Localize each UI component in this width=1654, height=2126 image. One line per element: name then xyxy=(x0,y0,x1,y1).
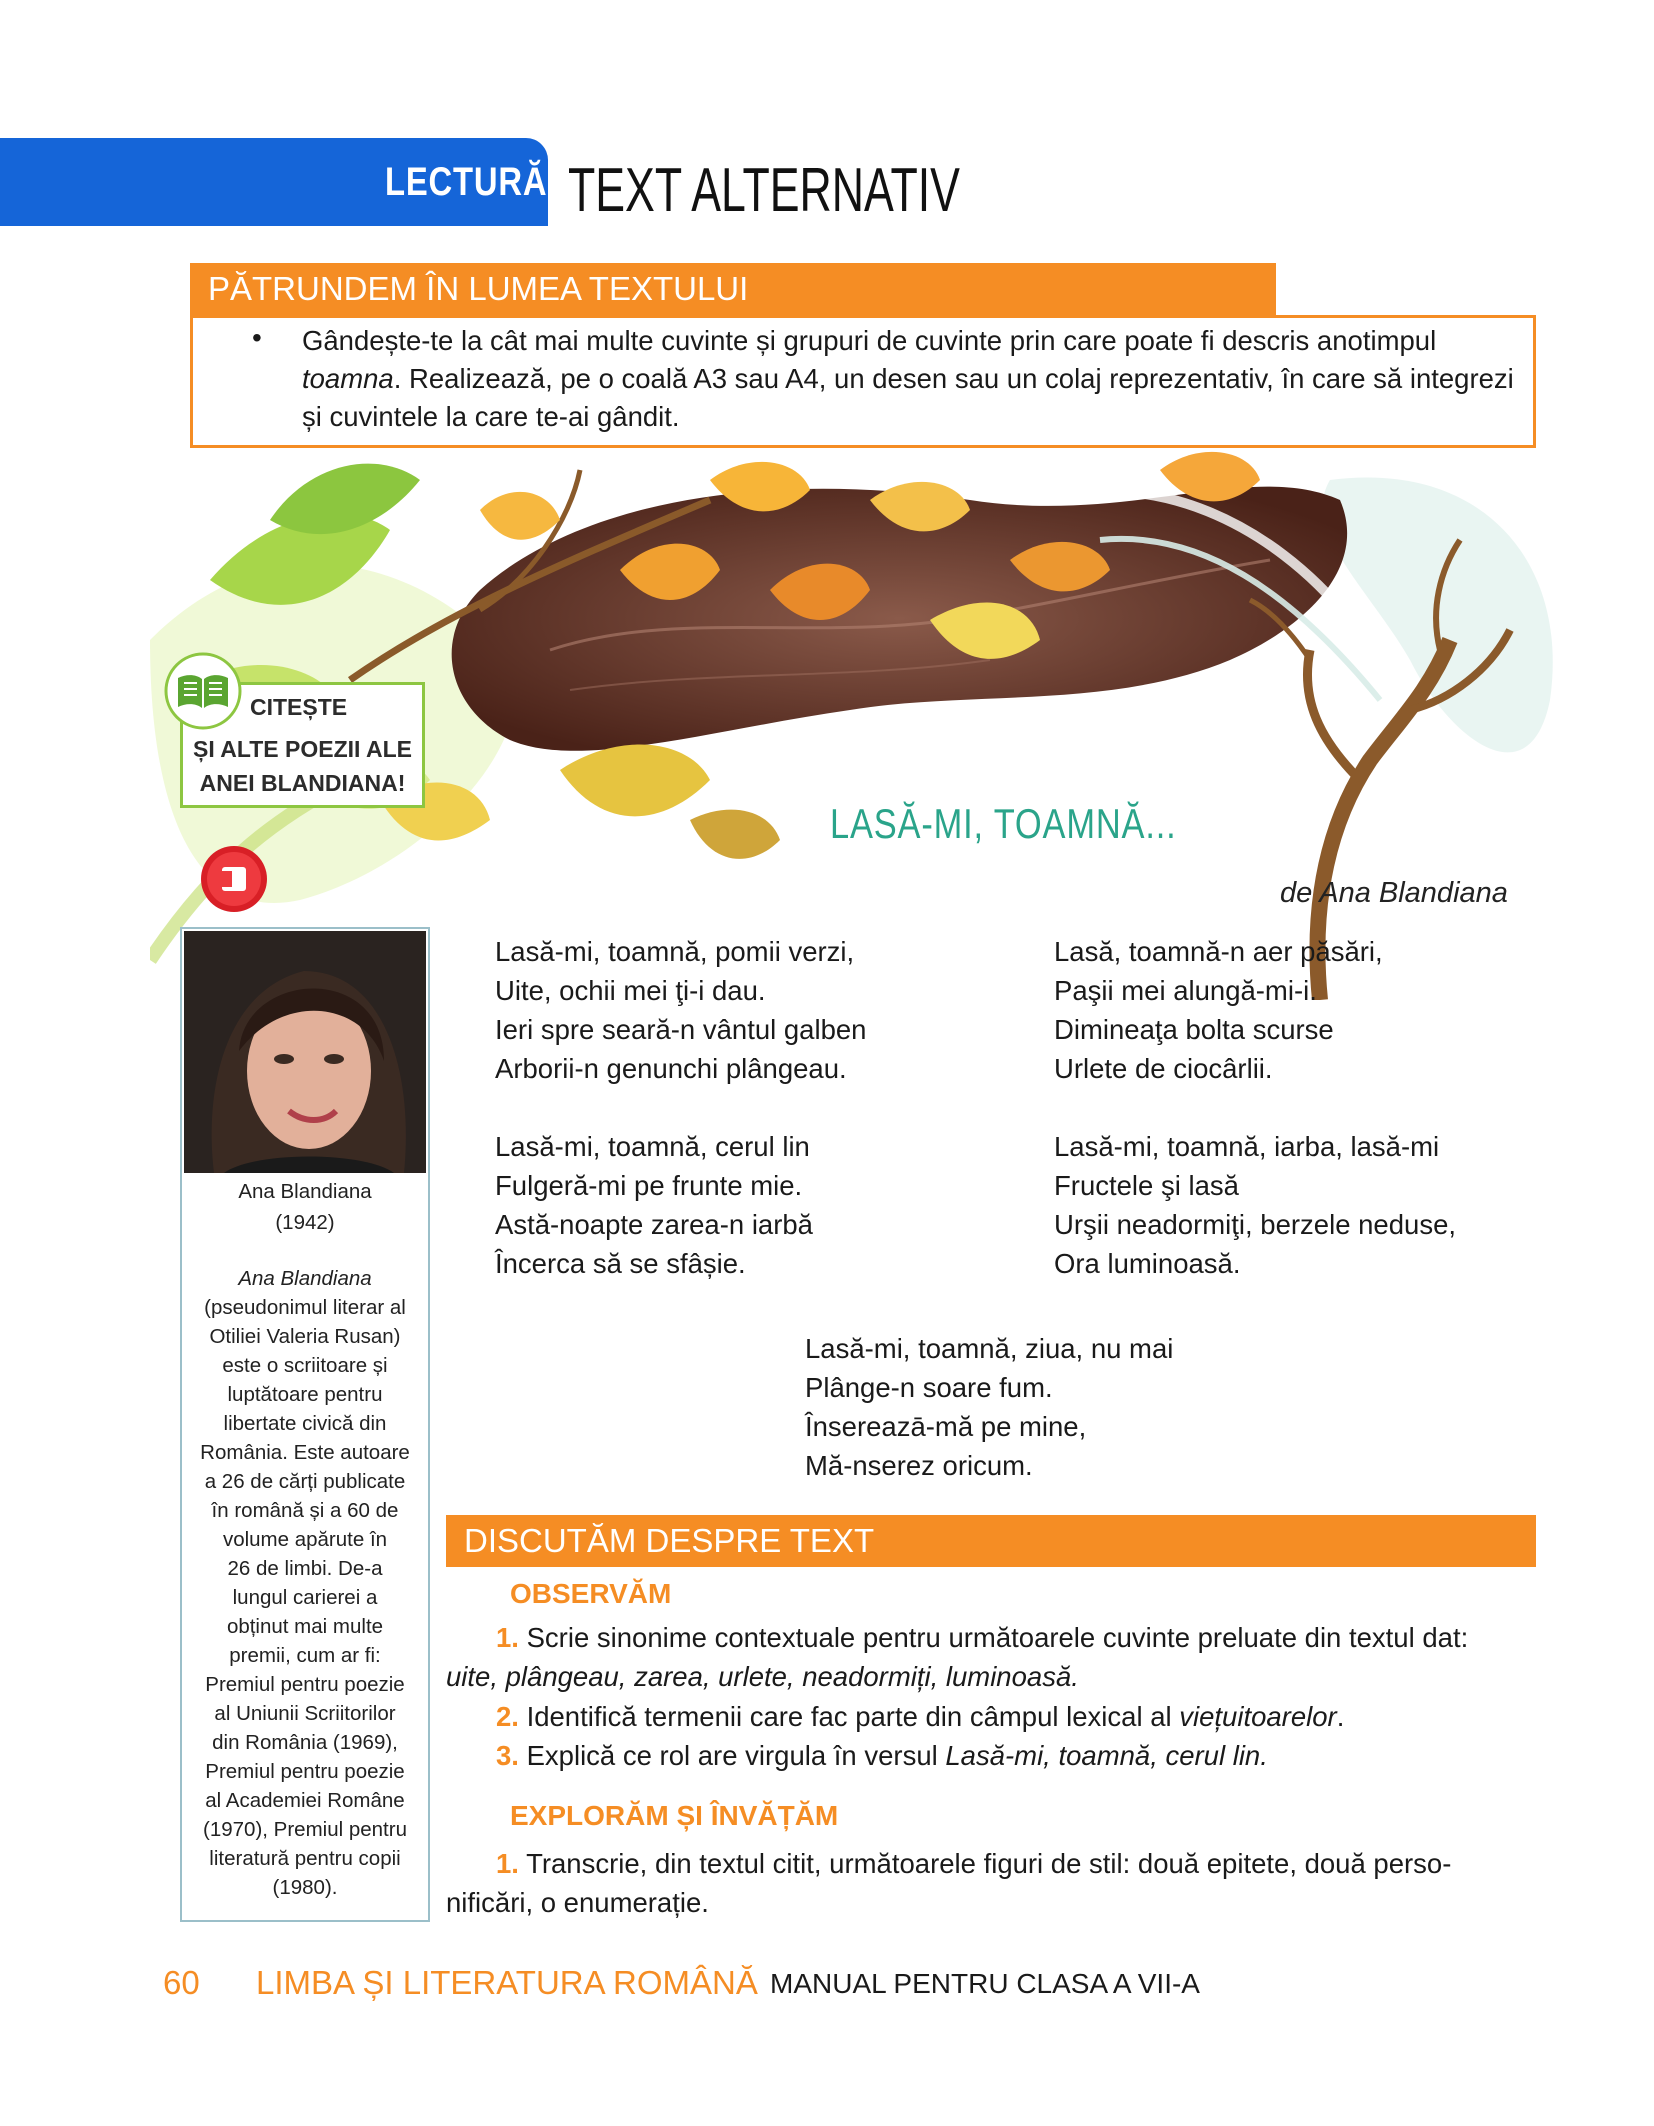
question-text: Explică ce rol are virgula în versul xyxy=(518,1740,946,1771)
poem-verse: Lasă-mi, toamnă, cerul lin xyxy=(495,1131,810,1162)
author-bio-line: România. Este autoare xyxy=(200,1441,410,1464)
author-bio-line: al Uniunii Scriitorilor xyxy=(214,1702,396,1725)
poem-stanza-2 xyxy=(495,1127,813,1283)
intro-heading xyxy=(190,263,1276,315)
author-bio-line: premii, cum ar fi: xyxy=(229,1644,381,1667)
author-bio-line: este o scriitoare și xyxy=(222,1354,388,1377)
question-text: Identifică termenii care fac parte din câmpul lexical al xyxy=(518,1701,1180,1732)
question-number: 2. xyxy=(496,1701,519,1732)
intro-text xyxy=(302,322,1520,436)
observe-question-1-words: uite, plângeau, zarea, urlete, neadormiți, luminoasă. xyxy=(446,1661,1079,1692)
author-bio-line: (1970), Premiul pentru xyxy=(203,1818,407,1841)
author-years: (1942) xyxy=(275,1211,335,1234)
observe-question-3 xyxy=(496,1736,1268,1775)
poem-verse: Fructele şi lasă xyxy=(1054,1170,1239,1201)
page-number: 60 xyxy=(163,1964,200,2001)
poem-verse: Lasă-mi, toamnă, iarba, lasă-mi xyxy=(1054,1131,1440,1162)
book-icon xyxy=(164,652,242,730)
author-bio-line: Premiul pentru poezie xyxy=(205,1760,405,1783)
question-number: 1. xyxy=(496,1622,519,1653)
poem-verse: Arborii-n genunchi plângeau. xyxy=(495,1053,847,1084)
poem-stanza-4 xyxy=(1054,1127,1456,1283)
author-bio-line: Premiul pentru poezie xyxy=(205,1673,405,1696)
intro-bullet: • xyxy=(252,322,262,353)
intro-heading-label: PĂTRUNDEM ÎN LUMEA TEXTULUI xyxy=(208,270,749,307)
intro-text-part2: . Realizează, pe o coală A3 sau A4, un desen sau un colaj reprezentativ, în care să integrezi și cuvintele la care te-ai gândit. xyxy=(302,363,1514,432)
footer-manual: MANUAL PENTRU CLASA A VII-A xyxy=(770,1968,1200,1999)
info-icon xyxy=(198,843,270,915)
question-italic: viețuitoarelor xyxy=(1179,1701,1337,1732)
author-bio-line: a 26 de cărți publicate xyxy=(204,1470,406,1493)
poem-verse: Urlete de ciocârlii. xyxy=(1054,1053,1273,1084)
author-name: Ana Blandiana xyxy=(238,1180,372,1203)
author-bio-line: 26 de limbi. De-a xyxy=(227,1557,383,1580)
author-bio-line: din România (1969), xyxy=(212,1731,398,1754)
poem-verse: Paşii mei alungă-mi-i. xyxy=(1054,975,1317,1006)
author-name-italic: Ana Blandiana xyxy=(238,1267,372,1290)
poem-verse: Urşii neadormiţi, berzele neduse, xyxy=(1054,1209,1456,1240)
question-italic: Lasă-mi, toamnă, cerul lin. xyxy=(945,1740,1268,1771)
poem-verse: Astă-noapte zarea-n iarbă xyxy=(495,1209,813,1240)
poem-verse: Lasă, toamnă-n aer păsări, xyxy=(1054,936,1383,967)
read-tip-line2: ȘI ALTE POEZII ALE xyxy=(193,736,412,762)
author-bio-line: volume apărute în xyxy=(222,1528,388,1551)
author-bio-line: (1980). xyxy=(272,1876,338,1899)
author-bio-line: lungul carierei a xyxy=(232,1586,378,1609)
explore-question-1 xyxy=(496,1844,1451,1883)
footer-subject: LIMBA ȘI LITERATURA ROMÂNĂ xyxy=(256,1964,758,2001)
explore-question-1-cont: nificări, o enumerație. xyxy=(446,1887,709,1918)
author-bio xyxy=(190,1293,420,1902)
page-title: TEXT ALTERNATIV xyxy=(568,156,960,225)
intro-text-part1: Gândește-te la cât mai multe cuvinte și grupuri de cuvinte prin care poate fi descris anotimpul xyxy=(302,325,1437,356)
observe-question-2 xyxy=(496,1697,1344,1736)
author-bio-line: libertate civică din xyxy=(223,1412,387,1435)
explore-heading: EXPLORĂM ȘI ÎNVĂȚĂM xyxy=(510,1800,839,1831)
poem-verse: Ora luminoasă. xyxy=(1054,1248,1241,1279)
poem-stanza-1 xyxy=(495,932,866,1088)
author-bio-line: în română și a 60 de xyxy=(211,1499,399,1522)
read-tip-line1: CITEȘTE xyxy=(250,694,348,720)
question-text: Scrie sinonime contextuale pentru următoarele cuvinte preluate din textul dat: xyxy=(518,1622,1469,1653)
poem-title: LASĂ-MI, TOAMNĂ... xyxy=(830,800,1177,847)
section-tab-label: LECTURĂ xyxy=(385,160,548,204)
question-number: 3. xyxy=(496,1740,519,1771)
poem-verse: Lasă-mi, toamnă, ziua, nu mai xyxy=(805,1333,1174,1364)
read-tip-line3: ANEI BLANDIANA! xyxy=(199,770,406,796)
author-bio-line: al Academiei Române xyxy=(205,1789,405,1812)
poem-verse: Însereazā-mă pe mine, xyxy=(805,1411,1087,1442)
author-photo xyxy=(184,931,426,1173)
question-text: Transcrie, din textul citit, următoarele figuri de stil: două epitete, două perso- xyxy=(518,1848,1452,1879)
observe-question-1 xyxy=(496,1618,1468,1657)
poem-verse: Dimineaţa bolta scurse xyxy=(1054,1014,1334,1045)
author-bio-line: luptătoare pentru xyxy=(227,1383,383,1406)
poem-stanza-5 xyxy=(805,1329,1173,1485)
author-bio-line: literatură pentru copii xyxy=(209,1847,401,1870)
observe-heading: OBSERVĂM xyxy=(510,1578,672,1609)
discussion-heading-label: DISCUTĂM DESPRE TEXT xyxy=(464,1522,875,1559)
discussion-heading xyxy=(446,1515,1536,1567)
question-end: . xyxy=(1336,1701,1345,1732)
poem-stanza-3 xyxy=(1054,932,1383,1088)
author-bio-line: obținut mai multe xyxy=(226,1615,384,1638)
poem-verse: Uite, ochii mei ţi-i dau. xyxy=(495,975,766,1006)
poem-verse: Mă-nserez oricum. xyxy=(805,1450,1033,1481)
poem-verse: Ieri spre seară-n vântul galben xyxy=(495,1014,867,1045)
question-number: 1. xyxy=(496,1848,519,1879)
poem-verse: Încerca să se sfâșie. xyxy=(495,1248,746,1279)
poem-verse: Plânge-n soare fum. xyxy=(805,1372,1053,1403)
poem-author: de Ana Blandiana xyxy=(1280,877,1508,909)
author-bio-line: Otiliei Valeria Rusan) xyxy=(209,1325,401,1348)
author-bio-line: (pseudonimul literar al xyxy=(204,1296,406,1319)
intro-text-italic: toamna xyxy=(302,363,394,394)
poem-verse: Lasă-mi, toamnă, pomii verzi, xyxy=(495,936,855,967)
poem-verse: Fulgeră-mi pe frunte mie. xyxy=(495,1170,803,1201)
